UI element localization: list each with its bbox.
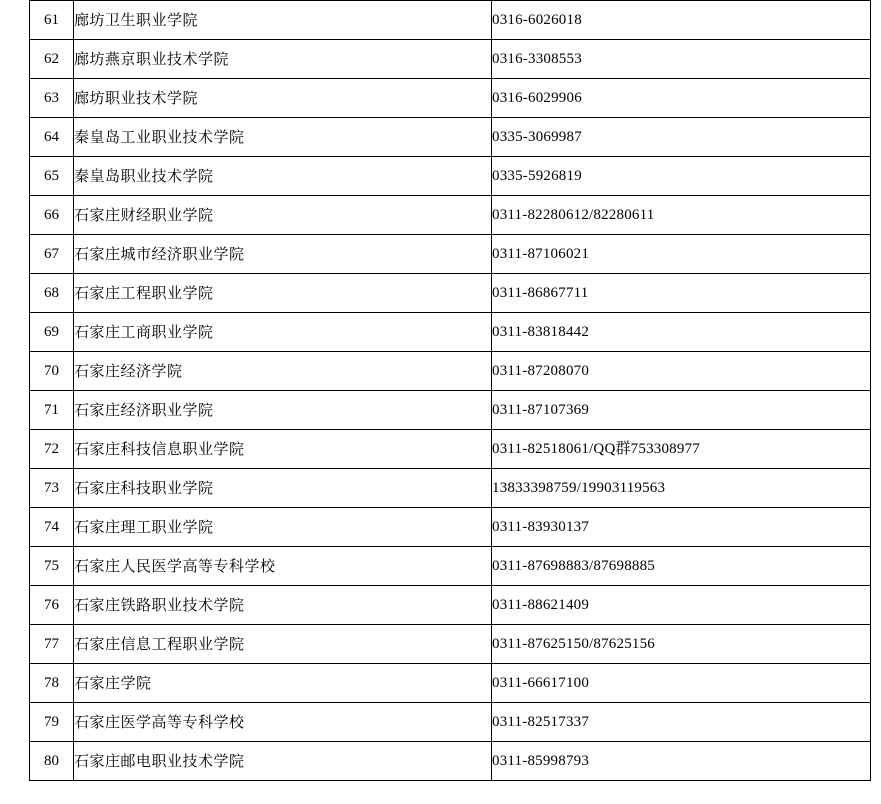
- contact-phone: 0311-87208070: [492, 352, 871, 391]
- college-name: 石家庄城市经济职业学院: [74, 235, 492, 274]
- table-row: [30, 79, 871, 118]
- college-name: 石家庄理工职业学院: [74, 508, 492, 547]
- college-name: 石家庄经济职业学院: [74, 391, 492, 430]
- college-name: 石家庄铁路职业技术学院: [74, 586, 492, 625]
- contact-phone: 0311-88621409: [492, 586, 871, 625]
- row-index: 62: [30, 40, 74, 79]
- row-index: 80: [30, 742, 74, 781]
- contact-phone: 0316-3308553: [492, 40, 871, 79]
- row-index: 75: [30, 547, 74, 586]
- table-row: [30, 430, 871, 469]
- table-row: [30, 508, 871, 547]
- contact-phone: 13833398759/19903119563: [492, 469, 871, 508]
- row-index: 67: [30, 235, 74, 274]
- college-name: 石家庄邮电职业技术学院: [74, 742, 492, 781]
- row-index: 77: [30, 625, 74, 664]
- college-name: 秦皇岛职业技术学院: [74, 157, 492, 196]
- college-name: 石家庄经济学院: [74, 352, 492, 391]
- college-name: 秦皇岛工业职业技术学院: [74, 118, 492, 157]
- college-name: 石家庄学院: [74, 664, 492, 703]
- contact-phone: 0316-6029906: [492, 79, 871, 118]
- row-index: 71: [30, 391, 74, 430]
- table-row: [30, 157, 871, 196]
- row-index: 72: [30, 430, 74, 469]
- row-index: 73: [30, 469, 74, 508]
- table-row: [30, 742, 871, 781]
- table-row: [30, 352, 871, 391]
- contact-phone: 0311-85998793: [492, 742, 871, 781]
- table-row: [30, 547, 871, 586]
- row-index: 65: [30, 157, 74, 196]
- college-name: 石家庄工程职业学院: [74, 274, 492, 313]
- college-name: 石家庄医学高等专科学校: [74, 703, 492, 742]
- college-name: 石家庄科技职业学院: [74, 469, 492, 508]
- contact-phone: 0311-83818442: [492, 313, 871, 352]
- table-row: [30, 391, 871, 430]
- contact-phone: 0311-82517337: [492, 703, 871, 742]
- row-index: 68: [30, 274, 74, 313]
- row-index: 66: [30, 196, 74, 235]
- table-row: [30, 40, 871, 79]
- college-name: 石家庄人民医学高等专科学校: [74, 547, 492, 586]
- table-row: [30, 313, 871, 352]
- contact-phone: 0311-83930137: [492, 508, 871, 547]
- contact-phone: 0311-87698883/87698885: [492, 547, 871, 586]
- contact-phone: 0311-66617100: [492, 664, 871, 703]
- row-index: 78: [30, 664, 74, 703]
- contact-phone: 0311-87106021: [492, 235, 871, 274]
- college-name: 石家庄财经职业学院: [74, 196, 492, 235]
- table-row: [30, 196, 871, 235]
- table-row: [30, 703, 871, 742]
- table-row: [30, 1, 871, 40]
- college-contact-table: [29, 0, 871, 781]
- contact-phone: 0335-5926819: [492, 157, 871, 196]
- college-name: 石家庄工商职业学院: [74, 313, 492, 352]
- table-row: [30, 274, 871, 313]
- contact-phone: 0311-87625150/87625156: [492, 625, 871, 664]
- table-row: [30, 118, 871, 157]
- row-index: 63: [30, 79, 74, 118]
- contact-phone: 0316-6026018: [492, 1, 871, 40]
- row-index: 61: [30, 1, 74, 40]
- table-row: [30, 664, 871, 703]
- contact-phone: 0311-86867711: [492, 274, 871, 313]
- table-row: [30, 235, 871, 274]
- table-row: [30, 469, 871, 508]
- table-row: [30, 625, 871, 664]
- contact-phone: 0335-3069987: [492, 118, 871, 157]
- college-name: 廊坊卫生职业学院: [74, 1, 492, 40]
- row-index: 69: [30, 313, 74, 352]
- table-row: [30, 586, 871, 625]
- contact-phone: 0311-82280612/82280611: [492, 196, 871, 235]
- row-index: 64: [30, 118, 74, 157]
- row-index: 79: [30, 703, 74, 742]
- contact-phone: 0311-82518061/QQ群753308977: [492, 430, 871, 469]
- row-index: 76: [30, 586, 74, 625]
- college-name: 廊坊职业技术学院: [74, 79, 492, 118]
- table-body: [30, 1, 871, 781]
- college-name: 石家庄科技信息职业学院: [74, 430, 492, 469]
- contact-phone: 0311-87107369: [492, 391, 871, 430]
- row-index: 70: [30, 352, 74, 391]
- college-name: 廊坊燕京职业技术学院: [74, 40, 492, 79]
- row-index: 74: [30, 508, 74, 547]
- college-name: 石家庄信息工程职业学院: [74, 625, 492, 664]
